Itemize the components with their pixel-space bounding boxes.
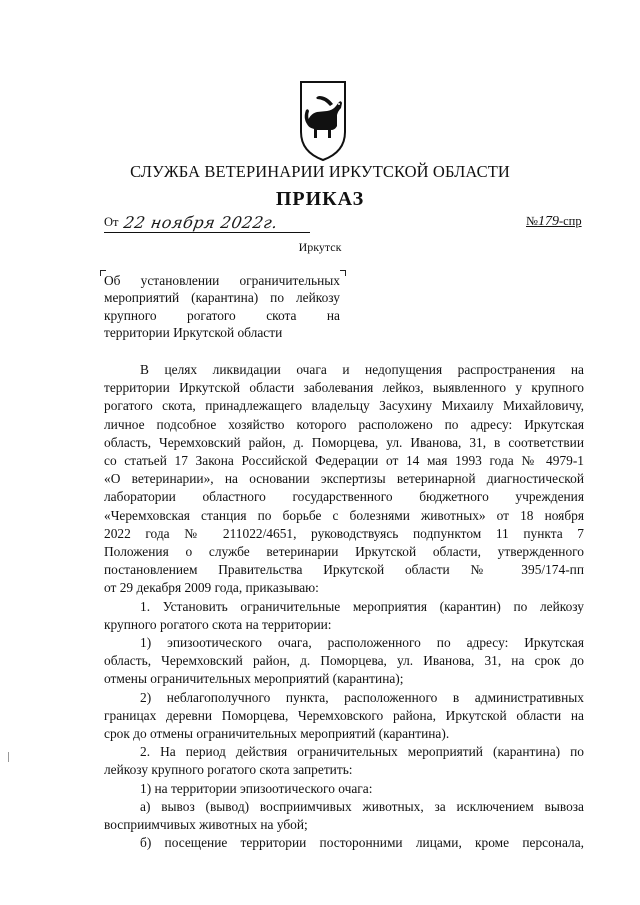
- body-line: «О ветеринарии», на основании экспертизы ветеринарной диагностической: [104, 471, 584, 487]
- body-line: от 29 декабря 2009 года, приказываю:: [104, 580, 319, 596]
- body-line: а) вывоз (вывод) восприимчивых животных, за исключением вывоза: [140, 798, 584, 814]
- subject-line: Об установлении ограничительных: [104, 273, 340, 288]
- body-line: границах деревни Поморцева, Черемховского района, Иркутской области на: [104, 707, 584, 723]
- order-number-field: [526, 214, 582, 230]
- body-line: «Черемховская станция по борьбе с болезнями животных» от 18 ноября: [104, 507, 584, 523]
- body-line: рогатого скота, принадлежащего владельцу Засухину Михаилу Михайловичу,: [104, 398, 584, 414]
- handwritten-number: 179: [537, 214, 559, 229]
- body-line: 2) неблагополучного пункта, расположенного в административных: [140, 689, 584, 705]
- margin-mark: [8, 752, 9, 762]
- body-line: восприимчивых животных на убой;: [104, 817, 308, 833]
- subject-line: мероприятий (карантина) по лейкозу: [104, 290, 340, 306]
- coat-of-arms-emblem: [297, 80, 349, 162]
- body-line: б) посещение территории посторонними лицами, кроме персонала,: [140, 835, 584, 851]
- body-line: Положения о службе ветеринарии Иркутской области, утвержденного: [104, 544, 584, 560]
- body-line: территории Иркутской области заболевания лейкоз, выявленного у крупного: [104, 380, 584, 396]
- body-line: область, Черемховский район, д. Поморцева, ул. Иванова, 31, в соответствии: [104, 434, 584, 450]
- document-type-title: ПРИКАЗ: [275, 188, 365, 210]
- body-line: со статьей 17 Закона Российской Федерации от 14 мая 1993 года № 4979-1: [104, 453, 584, 469]
- body-line: лаборатории областного государственного бюджетного учреждения: [104, 489, 584, 505]
- body-line: личное подсобное хозяйство которого расположено по адресу: Иркутская: [104, 416, 584, 432]
- body-line: 1) эпизоотического очага, расположенного по адресу: Иркутская: [140, 635, 584, 651]
- body-line: крупного рогатого скота на территории:: [104, 616, 332, 632]
- city-name: Иркутск: [298, 240, 342, 254]
- body-line: 2022 года № 211022/4651, руководствуясь подпунктом 11 пункта 7: [104, 525, 584, 541]
- body-line: постановлением Правительства Иркутской области № 395/174-пп: [104, 562, 584, 578]
- subject-line: территории Иркутской области: [104, 324, 283, 340]
- order-body: [104, 361, 584, 852]
- body-line: 2. На период действия ограничительных мероприятий (карантина) по: [140, 744, 584, 760]
- body-line: лейкозу крупного рогатого скота запретить:: [104, 762, 353, 778]
- body-line: 1. Установить ограничительные мероприятия (карантин) по лейкозу: [140, 598, 584, 614]
- agency-name: СЛУЖБА ВЕТЕРИНАРИИ ИРКУТСКОЙ ОБЛАСТИ: [130, 162, 510, 181]
- body-line: В целях ликвидации очага и недопущения распространения на: [140, 362, 584, 377]
- order-subject: [104, 272, 340, 341]
- number-label: №: [526, 214, 538, 228]
- date-prefix: От: [104, 215, 119, 229]
- subject-corner-mark-right: [340, 270, 346, 276]
- subject-line: крупного рогатого скота на: [104, 307, 340, 323]
- body-line: отмены ограничительных мероприятий (карантина);: [104, 671, 404, 687]
- order-date-field: [104, 212, 310, 233]
- body-line: срок до отмены ограничительных мероприятий (карантина).: [104, 726, 450, 742]
- body-line: область, Черемховский район, д. Поморцева, ул. Иванова, 31, на срок до: [104, 653, 584, 669]
- body-line: 1) на территории эпизоотического очага:: [140, 780, 373, 796]
- number-suffix: -спр: [558, 214, 582, 228]
- handwritten-date: 22 ноября 2022г.: [122, 213, 280, 232]
